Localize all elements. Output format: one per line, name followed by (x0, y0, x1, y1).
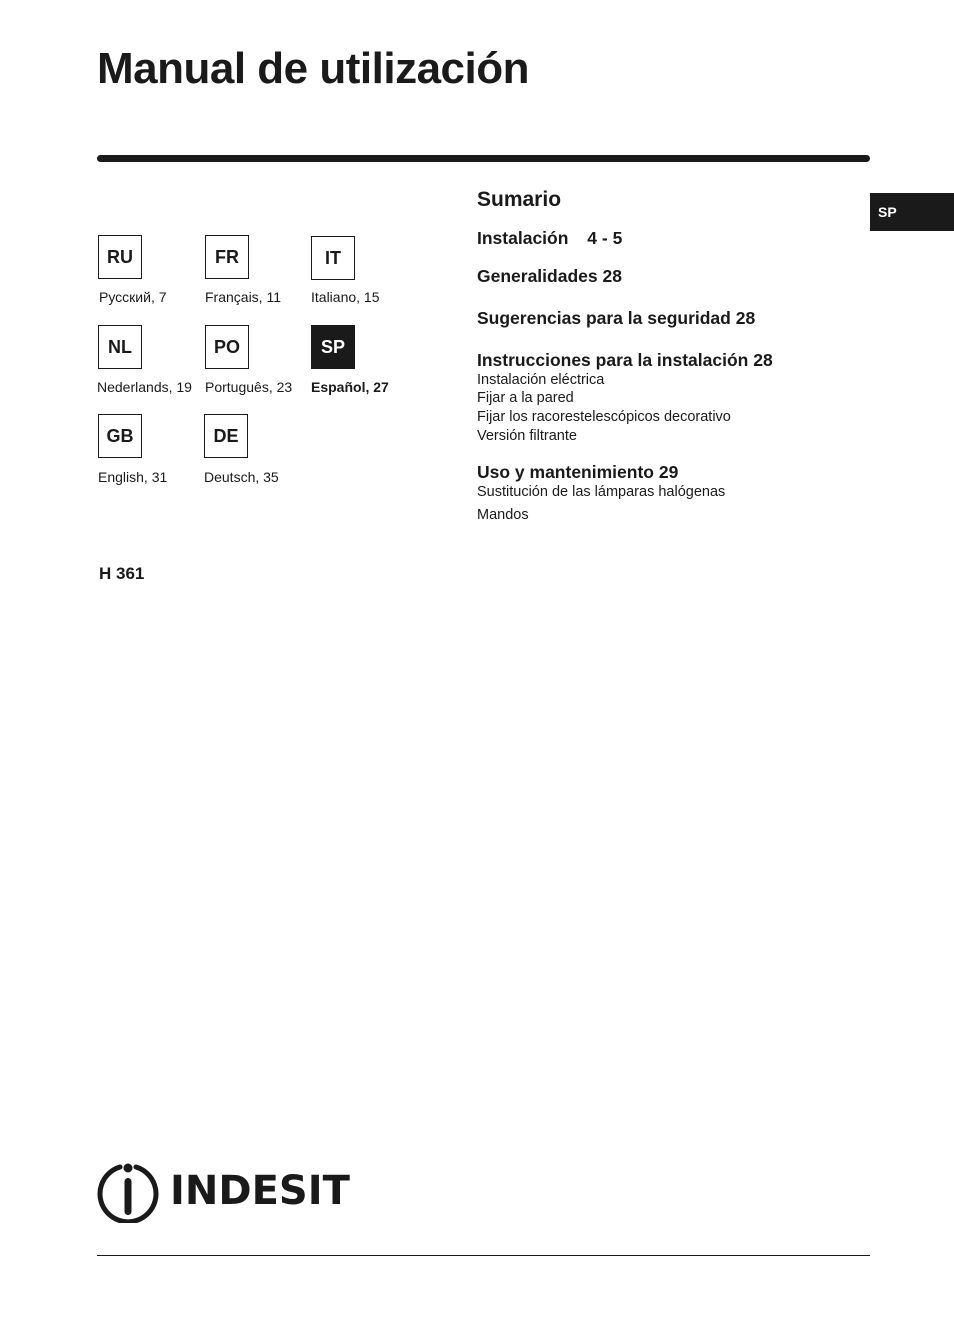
language-box-fr[interactable] (205, 235, 249, 279)
language-caption-ru: Русский, 7 (99, 289, 167, 305)
language-box-de[interactable] (204, 414, 248, 458)
brand-i-icon (96, 1159, 160, 1223)
language-code: PO (213, 336, 240, 357)
language-caption-fr: Français, 11 (205, 289, 281, 305)
toc-sub-item[interactable]: Fijar los racorestelescópicos decorativo (477, 409, 731, 425)
language-code: IT (325, 247, 341, 268)
language-code: FR (215, 246, 239, 267)
top-divider (97, 155, 870, 162)
language-box-nl[interactable] (98, 325, 142, 369)
language-code: DE (213, 425, 239, 446)
bottom-divider (97, 1255, 870, 1256)
model-number: H 361 (99, 564, 145, 583)
toc-sub-item[interactable]: Mandos (477, 507, 529, 523)
language-caption-po: Português, 23 (205, 379, 293, 395)
toc-sub-item[interactable]: Versión filtrante (477, 428, 577, 444)
toc-heading: Sumario (477, 188, 562, 211)
language-caption-nl: Nederlands, 19 (97, 379, 192, 395)
toc-sub-item[interactable]: Fijar a la pared (477, 390, 574, 406)
side-tab-label: SP (878, 204, 897, 220)
language-side-tab (870, 193, 954, 231)
toc-installation[interactable] (477, 228, 622, 249)
language-box-sp[interactable] (311, 325, 355, 369)
language-box-it[interactable] (311, 236, 355, 280)
language-caption-sp: Español, 27 (311, 379, 389, 395)
language-box-gb[interactable] (98, 414, 142, 458)
language-code: GB (106, 425, 134, 446)
toc-sub-item[interactable]: Sustitución de las lámparas halógenas (477, 484, 726, 500)
brand-logo (96, 1159, 350, 1223)
toc-safety[interactable]: Sugerencias para la seguridad 28 (477, 308, 756, 328)
toc-use-maintenance[interactable]: Uso y mantenimiento 29 (477, 462, 679, 482)
language-caption-gb: English, 31 (98, 469, 168, 485)
toc-general[interactable]: Generalidades 28 (477, 266, 622, 286)
toc-install-instructions[interactable]: Instrucciones para la instalación 28 (477, 350, 773, 370)
toc-sub-item[interactable]: Instalación eléctrica (477, 372, 605, 388)
language-code: SP (320, 336, 345, 357)
brand-wordmark: INDESIT (170, 1168, 350, 1214)
language-box-po[interactable] (205, 325, 249, 369)
language-caption-it: Italiano, 15 (311, 289, 380, 305)
language-code: RU (107, 246, 133, 267)
language-caption-de: Deutsch, 35 (204, 469, 279, 485)
page-title: Manual de utilización (97, 44, 529, 93)
language-code: NL (108, 336, 132, 357)
toc-installation-pages: 4 - 5 (587, 228, 623, 248)
language-box-ru[interactable] (98, 235, 142, 279)
toc-installation-label: Instalación (477, 228, 569, 248)
